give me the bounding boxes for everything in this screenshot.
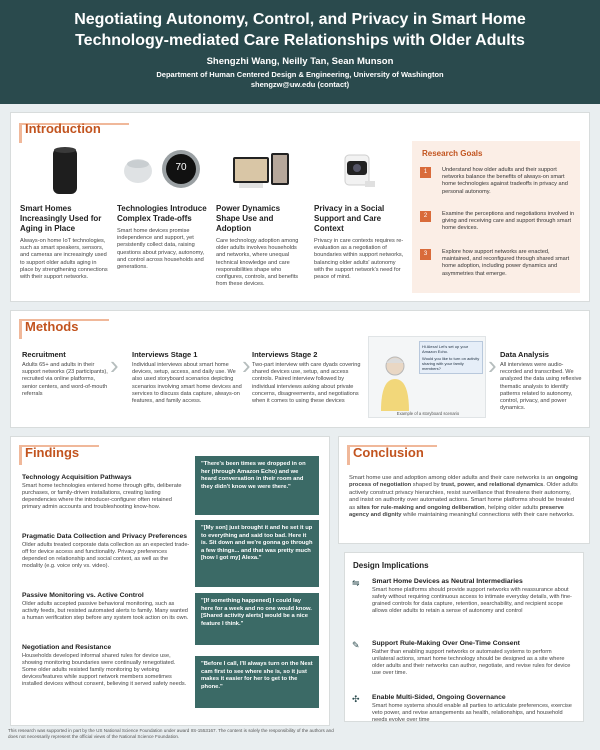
intro-text-1: Always-on home IoT technologies, such as smart speakers, sensors, and cameras are increasingly used to support older adults aging in place by strengthening connections with their support networks.: [20, 238, 108, 281]
accent-bar: [347, 445, 350, 465]
finding-text: Older adults treated corporate data collection as an expected trade-off for device access and functionality. Privacy preferences depended on relationship and social context, as well as the modality (e.g. voice only vs. video).: [22, 542, 190, 569]
goal-number: 1: [420, 167, 431, 178]
goal-text: Examine the perceptions and negotiations involved in giving and receiving care and support through smart home devices.: [442, 211, 575, 232]
chevron-right-icon: ›: [110, 350, 119, 380]
method-step-recruitment: [22, 350, 110, 398]
security-camera-icon: [314, 142, 404, 200]
authors: Shengzhi Wang, Neilly Tan, Sean Munson: [206, 56, 394, 67]
intro-column-1: [20, 142, 110, 281]
conclusion-segment: . Older adults actively construct privacy hierarchies, resist surveillance that threatens their autonomy, and insist on authority over automated actions. Smart home platforms should be treated as: [349, 482, 578, 511]
method-step-interviews-1: [132, 350, 244, 405]
accent-bar: [19, 319, 22, 339]
implication-heading: Support Rule-Making Over One-Time Consent: [372, 640, 520, 647]
method-heading: Recruitment: [22, 350, 66, 359]
conclusion-segment: , helping older adults: [484, 504, 540, 511]
research-goal-1: [420, 167, 575, 196]
findings-title: Findings: [25, 445, 80, 460]
funding-acknowledgement: This research was supported in part by the US National Science Foundation under award IIS-1553167. The content is solely the responsibility of the authors and does not necessarily represent the official views of the National Science Foundation.: [8, 728, 334, 739]
finding-heading: Pragmatic Data Collection and Privacy Preferences: [22, 533, 188, 540]
introduction-title: Introduction: [25, 121, 101, 136]
intro-text-4: Privacy in care contexts requires re-evaluation as a negotiation of boundaries within support networks, balancing older adults' autonomy with the support network's need for peace of mind.: [314, 238, 404, 281]
method-step-data-analysis: [500, 350, 582, 412]
finding-heading: Negotiation and Resistance: [22, 644, 112, 651]
finding-text: Older adults accepted passive behavioral monitoring, such as activity feeds, but resisted automated alerts to family. Many wanted a human verification step before any system took action on its own.: [22, 601, 189, 621]
implication-governance: [352, 694, 574, 724]
method-text: Individual interviews about smart home devices, setup, access, and daily use. We also used storyboard scenarios depicting scenarios involving smart home devices and services to discuss data capture, always-on features, and family access.: [132, 362, 242, 405]
method-text: All interviews were audio-recorded and transcribed. We analyzed the data using reflexive thematic analysis to identify patterns related to autonomy, control, privacy, and power dynamics.: [500, 362, 582, 412]
rule-making-icon: ✎: [352, 640, 360, 650]
contact-email: shengzw@uw.edu (contact): [250, 80, 350, 89]
implication-heading: Enable Multi-Sided, Ongoing Governance: [372, 694, 506, 701]
research-goals-box: [412, 141, 580, 293]
intro-column-3: [216, 142, 306, 288]
intro-column-4: [314, 142, 404, 281]
intro-heading-4: Privacy in a Social Support and Care Context: [314, 204, 385, 233]
implication-text: Rather than enabling support networks or automated systems to perform unilateral actions, smart home technology should be designed as a site where older adults and their networks can author, negotiate, and revise rules for device use over time.: [372, 649, 571, 676]
chevron-right-icon: ›: [242, 350, 251, 380]
research-goal-2: [420, 211, 575, 233]
intro-column-2: [117, 142, 207, 271]
finding-text: Smart home technologies entered home through gifts, deliberate purchases, or family-driven installations, creating lasting dependencies where the introducer-configurer often retained primary admin accounts and troubleshooting know-how.: [22, 483, 182, 510]
finding-negotiation: [22, 644, 190, 688]
goal-number: 2: [420, 211, 431, 222]
chevron-right-icon: ›: [488, 350, 497, 380]
poster-title-line1: Negotiating Autonomy, Control, and Privacy in Smart Home: [74, 11, 526, 28]
conclusion-panel: [338, 436, 590, 544]
intermediary-icon: ⇋: [352, 578, 360, 588]
participant-quote-4: "Before I call, I'll always turn on the Nest cam first to see where she is, so it just makes it easier for her to get to the phone.": [195, 656, 319, 708]
intro-text-3: Care technology adoption among older adults involves households and networks, where unequal technical knowledge and care responsibilities shape who configures, controls, and benefits from these devices.: [216, 238, 299, 288]
department: Department of Human Centered Design & Engineering, University of Washington: [156, 70, 444, 79]
storyboard-bubble-text-2: Would you like to turn on activity sharing with your family members?: [422, 356, 480, 371]
conclusion-emphasis: trust, power, and relational dynamics: [441, 482, 544, 489]
finding-monitoring: [22, 592, 190, 622]
intro-image-row: [117, 142, 207, 200]
goal-number: 3: [420, 249, 431, 260]
implication-text: Smart home systems should enable all parties to articulate preferences, exercise veto power, and revise arrangements as health, relationships, and household needs evolve over time: [372, 703, 572, 723]
method-heading: Interviews Stage 2: [252, 350, 318, 359]
smart-display-icon: [216, 142, 306, 200]
finding-heading: Passive Monitoring vs. Active Control: [22, 592, 144, 599]
finding-data-collection: [22, 533, 190, 570]
storyboard-bubble-text: Hi Alexa! Let's set up your Amazon Echo.: [422, 344, 469, 354]
participant-quote-1: "There's been times we dropped in on her (through Amazon Echo) and we heard conversation in their room and they didn't know we were there.": [195, 456, 319, 515]
thermostat-reading: 70: [175, 161, 187, 173]
goal-text: Understand how older adults and their support networks balance the benefits of always-on smart home technologies against tradeoffs in privacy and personal autonomy.: [442, 167, 568, 195]
intro-heading-3: Power Dynamics Shape Use and Adoption: [216, 204, 281, 233]
smart-speaker-icon: [20, 142, 110, 200]
research-goals-title: Research Goals: [422, 149, 483, 158]
storyboard-caption: Example of a storyboard scenario: [396, 411, 460, 416]
implication-text: Smart home platforms should provide support networks with reassurance about safety without requiring continuous access to intimate everyday details, with fine-grained controls for data capture, retention, searchability, and recipient scope allows older adults to retain a sense of autonomy and control: [372, 587, 572, 614]
research-goal-3: [420, 249, 575, 278]
method-text: Two-part interview with care dyads covering shared devices use, setup, and access controls. Paired interview followed by individual interviews asking about private concerns, disagreements, and negotiations when it comes to using these devices: [252, 362, 361, 405]
conclusion-segment: while maintaining meaningful connections with their care networks.: [401, 512, 575, 519]
method-step-interviews-2: [252, 350, 364, 405]
accent-bar: [19, 445, 22, 465]
accent-bar: [19, 123, 22, 143]
storyboard-bubble: [419, 341, 483, 374]
thermostat-icon: [161, 149, 201, 194]
conclusion-emphasis: preserve agency and dignity: [349, 504, 564, 519]
implication-heading: Smart Home Devices as Neutral Intermediaries: [372, 578, 523, 585]
intro-heading-1: Smart Homes Increasingly Used for Aging in Place: [20, 204, 102, 233]
mini-speaker-icon: [123, 154, 153, 189]
conclusion-text: [349, 475, 581, 519]
finding-text: Households developed informal shared rules for device use, showing monitoring boundaries were continually renegotiated. Some older adults resisted family monitoring by vetoing devices/features while support network members sometimes installed devices without consent, believing it served safety needs.: [22, 653, 187, 687]
conclusion-title: Conclusion: [353, 445, 424, 460]
finding-heading: Technology Acquisition Pathways: [22, 474, 132, 481]
participant-quote-2: "[My son] just brought it and he set it up to everything and said too bad. Here it is. Sit down and we're gonna go through a few things... and that was pretty much [how I got my] Alexa.": [195, 520, 319, 587]
poster-header: [0, 0, 600, 104]
method-text: Adults 65+ and adults in their support networks (23 participants), recruited via online platforms, senior centers, and word-of-mouth referrals: [22, 362, 108, 397]
method-heading: Interviews Stage 1: [132, 350, 198, 359]
participant-quote-3: "[If something happened] I could lay here for a week and no one would know. [Shared activity alerts] would be a nice feature I think.": [195, 593, 319, 645]
finding-acquisition: [22, 474, 190, 511]
method-heading: Data Analysis: [500, 350, 549, 359]
poster-title-line2: Technology-mediated Care Relationships with Older Adults: [75, 32, 525, 49]
intro-text-2: Smart home devices promise independence and support, yet persistently collect data, raising questions about privacy, autonomy, and control across households and generations.: [117, 228, 205, 271]
methods-title: Methods: [25, 319, 79, 334]
governance-icon: ✣: [352, 694, 360, 704]
implication-intermediaries: [352, 578, 574, 615]
implication-rule-making: [352, 640, 574, 677]
intro-heading-2: Technologies Introduce Complex Trade-offs: [117, 204, 207, 223]
design-implications-title: Design Implications: [353, 561, 429, 570]
conclusion-emphasis: ongoing process of negotiation: [349, 475, 578, 489]
goal-text: Explore how support networks are enacted, maintained, and reconfigured through shared smart home adoption, including power dynamics and asymmetries that emerge.: [442, 249, 570, 277]
conclusion-segment: shaped by: [411, 482, 442, 489]
storyboard-image: [368, 336, 486, 418]
conclusion-emphasis: sites for rule-making and ongoing deliberation: [356, 504, 485, 511]
older-adult-icon: [375, 355, 415, 411]
conclusion-segment: Smart home use and adoption among older adults and their care networks is an: [349, 475, 555, 481]
